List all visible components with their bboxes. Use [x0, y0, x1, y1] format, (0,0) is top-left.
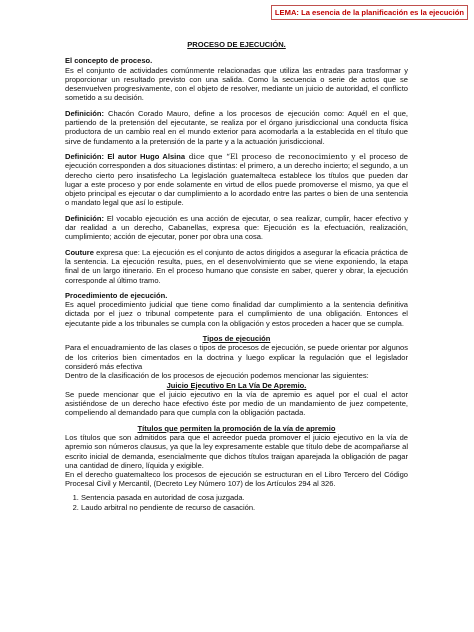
couture-label: Couture — [65, 247, 94, 257]
procedimiento-heading: Procedimiento de ejecución. — [65, 290, 168, 300]
juicio-text: Se puede mencionar que el juicio ejecutivo en la vía de apremio es aquel por el cual el actor asistiéndose de un derecho hace efectivo éste por medio de un mandamiento de juez competente, compeliendo al demandado para que cumpla con la obligación pactada. — [65, 389, 408, 418]
tipos-text-1: Para el encuadramiento de las clases o tipos de procesos de ejecución, se puede orientar por algunos de los criterios bien cimentados en la doctrina y luego explicar la regulación que el legislador consideró más efectiva — [65, 343, 408, 371]
couture-text: expresa que: La ejecución es el conjunto de actos dirigidos a asegurar la eficacia práctica de la sentencia. La ejecución resulta, pues, en el desenvolvimiento que se viene exponiendo, la etapa final de un largo itinerario. En el proceso humano que consiste en saber, querer y obrar, la ejecución corresponde al último tramo. — [65, 247, 408, 285]
definicion-2-text: proceso de ejecución corresponden a dos situaciones distintas: el primero, a un derecho incierto; el segundo, a un derecho cierto pero insatisfecho La legislación guatemalteca establece los títulos que pueden dar lugar a este proceso y por ende solamente en virtud de ellos puede promoverse el mismo, ya que el objeto principal es ejecutar o dar cumplimiento a lo acordado entre las partes o bien de una sentencia o mandato legal que así lo estipule. — [65, 151, 408, 208]
tipos-heading: Tipos de ejecución — [202, 334, 271, 344]
definicion-3 — [65, 214, 408, 242]
list-item: 1. Sentencia pasada en autoridad de cosa juzgada. — [81, 493, 408, 502]
page-title: PROCESO DE EJECUCIÓN. — [187, 40, 286, 49]
tipos-text-2: Dentro de la clasificación de los procesos de ejecución podemos mencionar las siguientes: — [65, 371, 369, 381]
definicion-3-label: Definición: — [65, 213, 104, 223]
concepto-heading: El concepto de proceso. — [65, 56, 153, 66]
titulos-text-2: En el derecho guatemalteco los procesos de ejecución se estructuran en el Libro Tercero del Código Procesal Civil y Mercantil, (Decreto Ley Número 107) de los Artículos 294 al 326. — [65, 470, 408, 489]
titulos-list — [65, 493, 408, 513]
juicio-heading: Juicio Ejecutivo En La Vía De Apremio. — [166, 380, 307, 390]
list-item: 2. Laudo arbitral no pendiente de recurso de casación. — [81, 503, 408, 512]
definicion-2-lead: dice que “El proceso de reconocimiento y el — [185, 151, 367, 161]
definicion-3-text: El vocablo ejecución es una acción de ejecutar, o sea realizar, cumplir, hacer efectivo y dar realidad a un derecho, Cabanellas, expresa que: Ejecución es la efectuación, realización, cumplimiento; acción de ejecutar, poner por obra una cosa. — [65, 213, 408, 242]
concepto-text: Es el conjunto de actividades comúnmente relacionadas que utiliza las entradas para trasformar y proporcionar un resultado previsto con una salida. Como la secuencia o serie de actos que se desenvuelven progresivamente, con el objeto de resolver, mediante un juicio de autoridad, el conflicto sometido a su decisión. — [65, 65, 408, 103]
procedimiento-text: Es aquel procedimiento judicial que tiene como finalidad dar cumplimiento a la sentencia definitiva dictada por el juez o tribunal competente para el cumplimiento de una obligación. Entonces el ejecutante pide a los tribunales se cumpla con la obligación y estos proceden a hacer que se cumpla. — [65, 300, 408, 328]
document-page — [65, 40, 408, 513]
definicion-1-text: Chacón Corado Mauro, define a los procesos de ejecución como: Aquél en el que, partiendo de la pretensión del ejecutante, se realiza por el órgano jurisdiccional una conducta física productora de un cambio real en el mundo exterior para acomodarla a la establecida en el título que sirve de fundamento a la pretensión de la parte y a la actuación jurisdiccional. — [65, 108, 408, 146]
titulos-text-1: Los títulos que son admitidos para que el acreedor pueda promover el juicio ejecutivo en la vía de apremio son números clausus, ya que la ley expresamente estable que título debe de acompañarse al escrito inicial de demanda, esencialmente que dichos títulos traigan aparejada la obligación de pagar una cantidad de dinero, líquida y exigible. — [65, 432, 408, 470]
lema-banner: LEMA: La esencia de la planificación es la ejecución — [271, 5, 468, 20]
couture-paragraph — [65, 248, 408, 285]
definicion-1-label: Definición: — [65, 108, 104, 118]
definicion-1 — [65, 109, 408, 146]
titulos-heading: Títulos que permiten la promoción de la vía de apremio — [137, 423, 336, 433]
definicion-2-label: Definición: El autor Hugo Alsina — [65, 151, 186, 161]
definicion-2 — [65, 152, 408, 208]
